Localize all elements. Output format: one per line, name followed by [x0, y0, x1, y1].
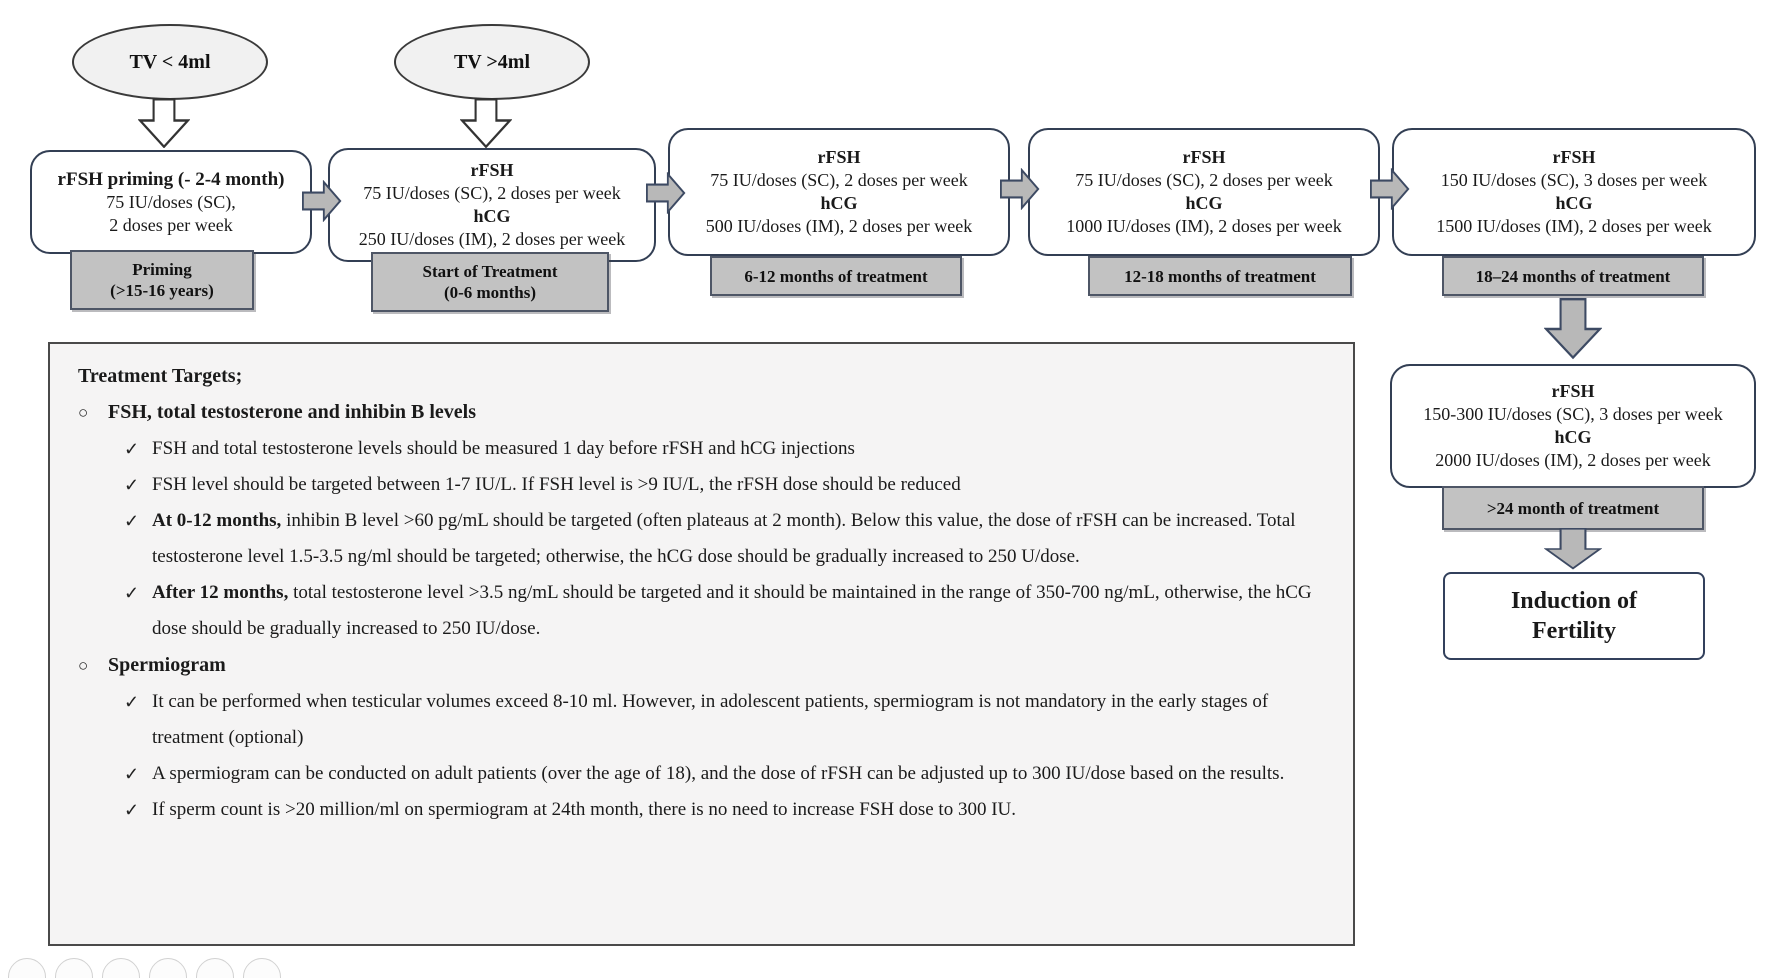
- check-icon: ✓: [124, 583, 140, 603]
- check-icon: ✓: [124, 692, 140, 712]
- panel-title: Treatment Targets;: [78, 365, 243, 387]
- checklist-item: [124, 756, 1313, 792]
- treatment-targets-panel: [48, 342, 1355, 946]
- share-icon[interactable]: [149, 958, 187, 978]
- drug-name: rFSH: [817, 147, 861, 167]
- condition-ellipse-tv-greater-4ml: [394, 24, 590, 100]
- stage-label-line: (0-6 months): [443, 283, 537, 302]
- down-arrow-icon: [1544, 298, 1602, 360]
- stage-label-line: 12-18 months of treatment: [1124, 266, 1316, 286]
- checklist-item: [124, 792, 1313, 828]
- dose-line: 1500 IU/doses (IM), 2 doses per week: [1436, 216, 1712, 236]
- stage-label-line: Start of Treatment: [422, 262, 558, 281]
- dose-line: 75 IU/doses (SC), 2 doses per week: [1075, 170, 1333, 190]
- checklist-item: [124, 575, 1313, 647]
- dose-line: 2000 IU/doses (IM), 2 doses per week: [1435, 450, 1711, 470]
- stage-title: rFSH priming (- 2-4 month): [57, 168, 285, 190]
- stage-box-start-of-treatment: [328, 148, 656, 262]
- checklist-item: [124, 503, 1313, 575]
- condition-label: TV >4ml: [453, 50, 531, 73]
- share-icon[interactable]: [55, 958, 93, 978]
- right-arrow-icon: [302, 180, 342, 222]
- right-arrow-icon: [1370, 168, 1410, 210]
- stage-box-12-18-months: [1028, 128, 1380, 256]
- stage-label-line: (>15-16 years): [110, 281, 214, 300]
- dose-line: 150 IU/doses (SC), 3 doses per week: [1440, 170, 1708, 190]
- down-arrow-icon: [1544, 528, 1602, 570]
- stage-label-12-18-months: [1088, 256, 1352, 296]
- stage-box-18-24-months: [1392, 128, 1756, 256]
- check-icon: ✓: [124, 511, 140, 531]
- drug-name: hCG: [1554, 427, 1592, 447]
- stage-label-6-12-months: [710, 256, 962, 296]
- checklist-text: After 12 months, total testosterone level >3.5 ng/mL should be targeted and it should be maintained in the range of 350-700 ng/mL, otherwise, the hCG dose should be gradually increased to 250 IU/dose.: [152, 582, 1312, 639]
- stage-box-over-24-months: [1390, 364, 1756, 488]
- checklist-item: [124, 467, 1313, 503]
- outcome-line: Induction of: [1510, 588, 1638, 614]
- stage-label-line: >24 month of treatment: [1486, 498, 1660, 518]
- right-arrow-icon: [1000, 168, 1040, 210]
- stage-label-18-24-months: [1442, 256, 1704, 296]
- check-icon: ✓: [124, 475, 140, 495]
- checklist-item: [124, 431, 1313, 467]
- drug-name: hCG: [1185, 193, 1223, 213]
- outcome-box-induction-of-fertility: [1443, 572, 1705, 660]
- share-icon[interactable]: [102, 958, 140, 978]
- dose-line: 75 IU/doses (SC), 2 doses per week: [363, 183, 621, 203]
- section-heading-labs: [50, 394, 1353, 431]
- drug-name: hCG: [473, 206, 511, 226]
- section-heading-spermiogram: [50, 647, 1353, 684]
- outcome-line: Fertility: [1532, 618, 1616, 644]
- stage-label-line: 6-12 months of treatment: [744, 266, 928, 286]
- dose-line: 500 IU/doses (IM), 2 doses per week: [705, 216, 973, 236]
- condition-label: TV < 4ml: [129, 50, 211, 73]
- checklist-text: It can be performed when testicular volumes exceed 8-10 ml. However, in adolescent patients, spermiogram is not mandatory in the early stages of treatment (optional): [152, 691, 1269, 748]
- share-icon[interactable]: [8, 958, 46, 978]
- circle-bullet-icon: ○: [78, 656, 89, 675]
- check-icon: ✓: [124, 439, 140, 459]
- checklist-text: If sperm count is >20 million/ml on spermiogram at 24th month, there is no need to increase FSH dose to 300 IU.: [152, 799, 1016, 820]
- share-icon[interactable]: [243, 958, 281, 978]
- down-arrow-icon: [460, 98, 512, 148]
- stage-label-start-of-treatment: [371, 252, 609, 312]
- section-heading-text: Spermiogram: [108, 654, 226, 676]
- drug-name: rFSH: [470, 160, 514, 180]
- stage-label-priming: [70, 250, 254, 310]
- drug-name: hCG: [820, 193, 858, 213]
- stage-label-over-24-months: [1442, 486, 1704, 530]
- section-heading-text: FSH, total testosterone and inhibin B levels: [108, 401, 476, 423]
- share-icons-strip: [8, 958, 281, 978]
- dose-line: 75 IU/doses (SC), 2 doses per week: [710, 170, 968, 190]
- share-icon[interactable]: [196, 958, 234, 978]
- right-arrow-icon: [646, 172, 686, 214]
- down-arrow-icon: [138, 98, 190, 148]
- drug-name: rFSH: [1551, 381, 1595, 401]
- condition-ellipse-tv-less-4ml: [72, 24, 268, 100]
- checklist-text: FSH and total testosterone levels should be measured 1 day before rFSH and hCG injections: [152, 438, 855, 459]
- circle-bullet-icon: ○: [78, 403, 89, 422]
- drug-name: rFSH: [1552, 147, 1596, 167]
- dose-line: 75 IU/doses (SC),: [106, 191, 236, 212]
- stage-label-line: 18–24 months of treatment: [1475, 266, 1671, 286]
- stage-label-line: Priming: [132, 260, 192, 279]
- drug-name: hCG: [1555, 193, 1593, 213]
- checklist-text: At 0-12 months, inhibin B level >60 pg/mL should be targeted (often plateaus at 2 month). Below this value, the dose of rFSH can be increased. Total testosterone level 1.5-3.5 ng/ml should be targeted; otherwise, the hCG dose should be gradually increased to 250 U/dose.: [152, 510, 1296, 567]
- dose-line: 250 IU/doses (IM), 2 doses per week: [358, 229, 626, 249]
- checklist-text: A spermiogram can be conducted on adult patients (over the age of 18), and the dose of rFSH can be adjusted up to 300 IU/dose based on the results.: [152, 763, 1285, 784]
- dose-line: 150-300 IU/doses (SC), 3 doses per week: [1423, 404, 1723, 424]
- dose-line: 2 doses per week: [109, 214, 233, 235]
- checklist-text: FSH level should be targeted between 1-7 IU/L. If FSH level is >9 IU/L, the rFSH dose should be reduced: [152, 474, 961, 495]
- drug-name: rFSH: [1182, 147, 1226, 167]
- dose-line: 1000 IU/doses (IM), 2 doses per week: [1066, 216, 1342, 236]
- stage-box-priming: [30, 150, 312, 254]
- check-icon: ✓: [124, 764, 140, 784]
- checklist-item: [124, 684, 1313, 756]
- stage-box-6-12-months: [668, 128, 1010, 256]
- check-icon: ✓: [124, 800, 140, 820]
